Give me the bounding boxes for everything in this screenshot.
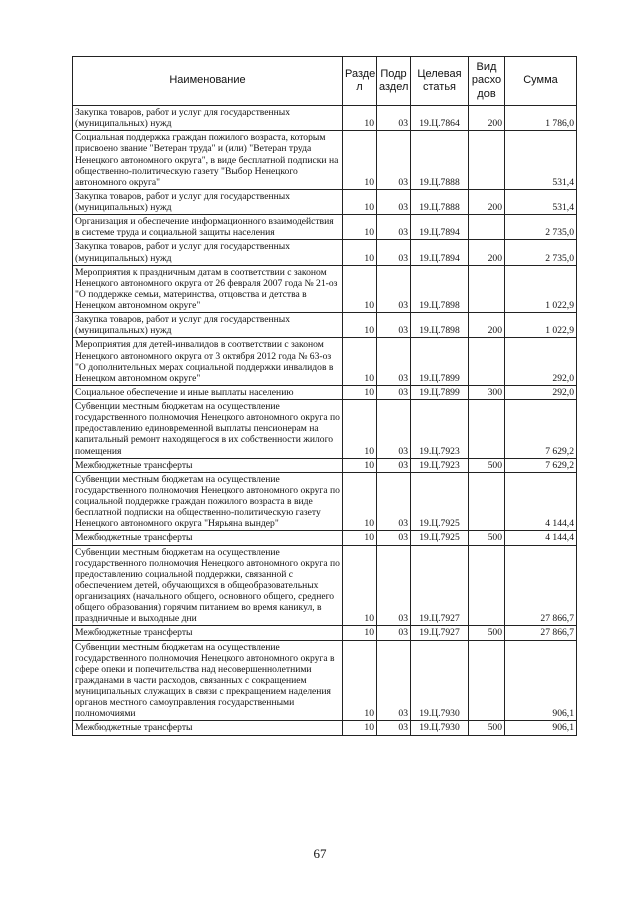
cell-name: Межбюджетные трансферты xyxy=(73,458,343,472)
cell-type: 200 xyxy=(469,313,505,338)
cell-type xyxy=(469,131,505,190)
cell-subsection: 03 xyxy=(377,215,411,240)
cell-sum: 906,1 xyxy=(505,721,577,735)
cell-section: 10 xyxy=(343,721,377,735)
table-row xyxy=(73,131,577,190)
cell-target: 19.Ц.7925 xyxy=(411,531,469,545)
cell-type: 500 xyxy=(469,626,505,640)
cell-type xyxy=(469,215,505,240)
cell-sum: 292,0 xyxy=(505,385,577,399)
cell-name: Социальная поддержка граждан пожилого возраста, которым присвоено звание "Ветеран труда" и (или) "Ветеран труда Ненецкого автономного округа", в виде бесплатной подписки на общественно-политическую газету "Выбор Ненецкого автономного округа" xyxy=(73,131,343,190)
cell-name: Закупка товаров, работ и услуг для государственных (муниципальных) нужд xyxy=(73,313,343,338)
table-row xyxy=(73,265,577,313)
cell-subsection: 03 xyxy=(377,106,411,131)
table-body xyxy=(73,106,577,736)
budget-table xyxy=(72,56,577,736)
cell-name: Социальное обеспечение и иные выплаты населению xyxy=(73,385,343,399)
cell-section: 10 xyxy=(343,313,377,338)
cell-sum: 2 735,0 xyxy=(505,215,577,240)
cell-subsection: 03 xyxy=(377,385,411,399)
cell-section: 10 xyxy=(343,131,377,190)
cell-target: 19.Ц.7898 xyxy=(411,313,469,338)
table-row xyxy=(73,385,577,399)
cell-section: 10 xyxy=(343,215,377,240)
cell-type: 200 xyxy=(469,240,505,265)
cell-subsection: 03 xyxy=(377,400,411,459)
cell-subsection: 03 xyxy=(377,313,411,338)
cell-section: 10 xyxy=(343,640,377,721)
cell-sum: 4 144,4 xyxy=(505,531,577,545)
cell-name: Субвенции местным бюджетам на осуществление государственного полномочия Ненецкого автономного округа по социальной поддержке граждан пожилого возраста в виде бесплатной подписки на общественно-политическую газету Ненецкого автономного округа "Нярьяна вындер" xyxy=(73,472,343,531)
table-row xyxy=(73,240,577,265)
table-row xyxy=(73,458,577,472)
cell-name: Субвенции местным бюджетам на осуществление государственного полномочия Ненецкого автономного округа в сфере опеки и попечительства над несовершеннолетними гражданами в части расходов, связанных с сокращением муниципальных служащих в связи с прекращением наделения органов местного самоуправления государственными полномочиями xyxy=(73,640,343,721)
cell-subsection: 03 xyxy=(377,531,411,545)
cell-type: 200 xyxy=(469,106,505,131)
cell-subsection: 03 xyxy=(377,721,411,735)
table-row xyxy=(73,313,577,338)
cell-type: 200 xyxy=(469,189,505,214)
cell-target: 19.Ц.7894 xyxy=(411,215,469,240)
cell-type: 300 xyxy=(469,385,505,399)
cell-name: Мероприятия для детей-инвалидов в соответствии с законом Ненецкого автономного округа от 3 октября 2012 года № 63-оз "О дополнительных мерах социальной поддержки инвалидов в Ненецком автономном округе" xyxy=(73,338,343,386)
cell-section: 10 xyxy=(343,400,377,459)
table-row xyxy=(73,106,577,131)
cell-section: 10 xyxy=(343,385,377,399)
cell-type xyxy=(469,472,505,531)
cell-sum: 1 022,9 xyxy=(505,265,577,313)
cell-subsection: 03 xyxy=(377,189,411,214)
page-number: 67 xyxy=(313,846,327,861)
table-row xyxy=(73,338,577,386)
cell-sum: 1 786,0 xyxy=(505,106,577,131)
cell-name: Организация и обеспечение информационного взаимодействия в системе труда и социальной защиты населения xyxy=(73,215,343,240)
cell-target: 19.Ц.7888 xyxy=(411,131,469,190)
cell-target: 19.Ц.7930 xyxy=(411,721,469,735)
table-row xyxy=(73,545,577,626)
cell-target: 19.Ц.7888 xyxy=(411,189,469,214)
cell-sum: 531,4 xyxy=(505,131,577,190)
cell-subsection: 03 xyxy=(377,626,411,640)
table-row xyxy=(73,640,577,721)
cell-sum: 7 629,2 xyxy=(505,458,577,472)
cell-target: 19.Ц.7898 xyxy=(411,265,469,313)
cell-sum: 2 735,0 xyxy=(505,240,577,265)
cell-sum: 531,4 xyxy=(505,189,577,214)
header-sum: Сумма xyxy=(505,57,577,106)
table-row xyxy=(73,721,577,735)
table-row xyxy=(73,531,577,545)
cell-section: 10 xyxy=(343,338,377,386)
cell-subsection: 03 xyxy=(377,545,411,626)
cell-sum: 1 022,9 xyxy=(505,313,577,338)
cell-section: 10 xyxy=(343,458,377,472)
cell-target: 19.Ц.7864 xyxy=(411,106,469,131)
cell-section: 10 xyxy=(343,545,377,626)
cell-name: Закупка товаров, работ и услуг для государственных (муниципальных) нужд xyxy=(73,189,343,214)
cell-type xyxy=(469,338,505,386)
table-header-row xyxy=(73,57,577,106)
cell-name: Субвенции местным бюджетам на осуществление государственного полномочия Ненецкого автономного округа по предоставлению социальной поддержки, связанной с обеспечением детей, обучающихся в общеобразовательных организациях (начального общего, основного общего, среднего общего образования) горячим питанием во время каникул, в праздничные и выходные дни xyxy=(73,545,343,626)
cell-target: 19.Ц.7899 xyxy=(411,338,469,386)
cell-section: 10 xyxy=(343,265,377,313)
cell-sum: 27 866,7 xyxy=(505,626,577,640)
table-row xyxy=(73,189,577,214)
cell-type xyxy=(469,400,505,459)
cell-type: 500 xyxy=(469,458,505,472)
cell-name: Межбюджетные трансферты xyxy=(73,531,343,545)
cell-name: Межбюджетные трансферты xyxy=(73,721,343,735)
cell-subsection: 03 xyxy=(377,458,411,472)
cell-section: 10 xyxy=(343,531,377,545)
cell-sum: 292,0 xyxy=(505,338,577,386)
cell-section: 10 xyxy=(343,240,377,265)
cell-sum: 4 144,4 xyxy=(505,472,577,531)
table-row xyxy=(73,472,577,531)
cell-subsection: 03 xyxy=(377,472,411,531)
cell-sum: 906,1 xyxy=(505,640,577,721)
cell-target: 19.Ц.7930 xyxy=(411,640,469,721)
cell-section: 10 xyxy=(343,189,377,214)
header-name: Наименование xyxy=(73,57,343,106)
cell-target: 19.Ц.7927 xyxy=(411,626,469,640)
cell-type: 500 xyxy=(469,721,505,735)
cell-target: 19.Ц.7925 xyxy=(411,472,469,531)
cell-section: 10 xyxy=(343,626,377,640)
cell-sum: 27 866,7 xyxy=(505,545,577,626)
cell-target: 19.Ц.7923 xyxy=(411,458,469,472)
cell-subsection: 03 xyxy=(377,265,411,313)
cell-target: 19.Ц.7899 xyxy=(411,385,469,399)
cell-name: Закупка товаров, работ и услуг для государственных (муниципальных) нужд xyxy=(73,106,343,131)
cell-name: Субвенции местным бюджетам на осуществление государственного полномочия Ненецкого автономного округа по предоставлению единовременной выплаты пенсионерам на капитальный ремонт находящегося в их собственности жилого помещения xyxy=(73,400,343,459)
header-target: Целевая статья xyxy=(411,57,469,106)
header-subsection: Подр аздел xyxy=(377,57,411,106)
budget-sheet xyxy=(72,56,576,736)
cell-sum: 7 629,2 xyxy=(505,400,577,459)
cell-section: 10 xyxy=(343,106,377,131)
cell-target: 19.Ц.7894 xyxy=(411,240,469,265)
cell-name: Мероприятия к праздничным датам в соответствии с законом Ненецкого автономного округа от 26 февраля 2007 года № 21-оз "О поддержке семьи, материнства, отцовства и детства в Ненецком автономном округе" xyxy=(73,265,343,313)
cell-target: 19.Ц.7923 xyxy=(411,400,469,459)
cell-type xyxy=(469,640,505,721)
table-row xyxy=(73,626,577,640)
cell-subsection: 03 xyxy=(377,240,411,265)
cell-subsection: 03 xyxy=(377,338,411,386)
cell-type xyxy=(469,545,505,626)
cell-target: 19.Ц.7927 xyxy=(411,545,469,626)
header-section: Разде л xyxy=(343,57,377,106)
cell-type xyxy=(469,265,505,313)
cell-name: Закупка товаров, работ и услуг для государственных (муниципальных) нужд xyxy=(73,240,343,265)
table-row xyxy=(73,215,577,240)
cell-type: 500 xyxy=(469,531,505,545)
cell-subsection: 03 xyxy=(377,131,411,190)
cell-section: 10 xyxy=(343,472,377,531)
cell-name: Межбюджетные трансферты xyxy=(73,626,343,640)
table-row xyxy=(73,400,577,459)
header-type: Вид расхо дов xyxy=(469,57,505,106)
cell-subsection: 03 xyxy=(377,640,411,721)
